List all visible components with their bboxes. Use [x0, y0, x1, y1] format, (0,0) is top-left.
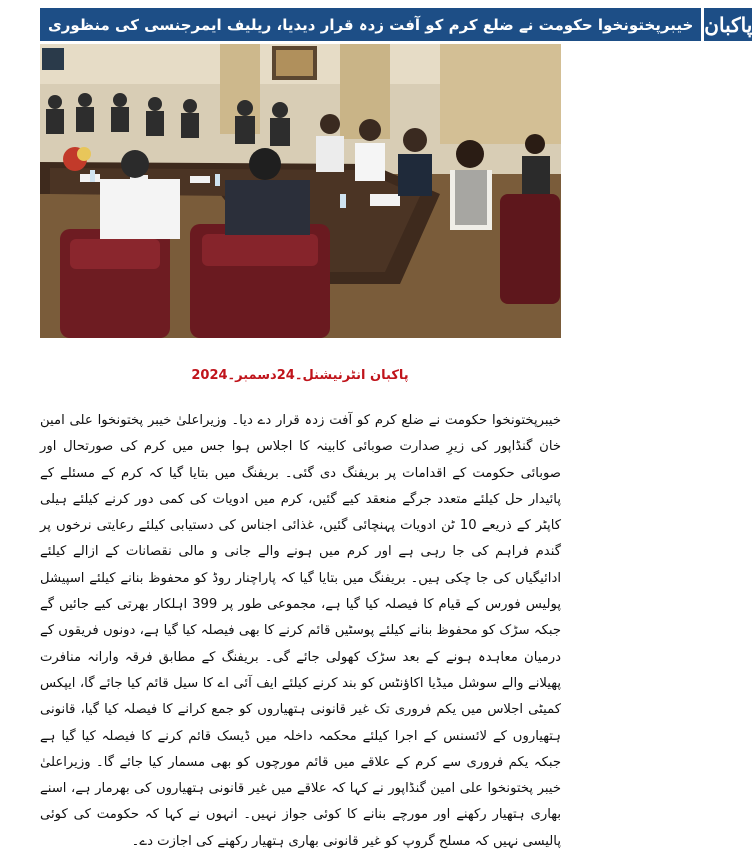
photo-icon [40, 44, 561, 338]
article-body [40, 408, 561, 855]
article-dateline: پاکبان انٹرنیشنل۔24دسمبر۔2024 [191, 368, 409, 383]
site-logo[interactable] [701, 8, 752, 41]
article-paragraph: خیبرپختونخوا حکومت نے ضلع کرم کو آفت زدہ قرار دے دیا۔ وزیراعلیٰ خیبر پختونخوا علی امین خان گنڈاپور کی زیرِ صدارت صوبائی کابینہ کا اجلاس ہوا جس میں کرم کی صورتحال اور صوبائی حکومت کے اقدامات پر بریفنگ دی گئی۔ بریفنگ میں بتایا گیا کہ کرم کے مسئلے کے پائیدار حل کیلئے متعدد جرگے منعقد کیے گئیں، کرم میں ادویات کی کمی دور کرنے کیلئے ہیلی کاپٹر کے ذریعے 10 ٹن ادویات پہنچائی گئیں، غذائی اجناس کی دستیابی کیلئے رعایتی نرخوں پر گندم فراہم کی جا رہی ہے اور کرم میں ہونے والے جانی و مالی نقصانات کے ازالے کیلئے ادائیگیاں کی جا چکی ہیں۔ بریفنگ میں بتایا گیا کہ پاراچنار روڈ کو محفوظ بنانے کیلئے اسپیشل پولیس فورس کے قیام کا فیصلہ کیا گیا ہے، مجموعی طور پر 399 اہلکار بھرتی کیے جائیں گے جبکہ سڑک کو محفوظ بنانے کیلئے پوسٹیں قائم کرنے کا بھی فیصلہ کیا گیا ہے، دونوں فریقوں کے درمیان معاہدہ ہونے کے بعد سڑک کھولی جائے گی۔ بریفنگ کے مطابق فرقہ وارانہ منافرت پھیلانے والے سوشل میڈیا اکاؤنٹس کو بند کرنے کیلئے ایف آئی اے کا سیل قائم کیا جائے گا، ایپکس کمیٹی اجلاس میں یکم فروری تک غیر قانونی ہتھیاروں کو جمع کرانے کا فیصلہ کیا گیا، قانونی ہتھیاروں کے لائسنس کے اجرا کیلئے محکمہ داخلہ میں ڈیسک قائم کرنے کا فیصلہ کیا گیا ہے جبکہ یکم فروری سے کرم کے علاقے میں قائم مورچوں کو بھی مسمار کیا جائے گا۔ وزیراعلیٰ خیبر پختونخوا علی امین گنڈاپور نے کہا کہ علاقے میں غیر قانونی ہتھیاروں کی بھرمار ہے، اسنے بھاری ہتھیار رکھنے اور مورچے بنانے کا کوئی جواز نہیں۔ انہوں نے کہا کہ حکومت کی کوئی پالیسی نہیں کہ مسلح گروپ کو غیر قانونی بھاری ہتھیار رکھنے کی اجازت دے۔ [40, 413, 562, 849]
cabinet-meeting-photo [40, 44, 561, 338]
article-header [40, 8, 752, 41]
headline-text: خیبرپختونخوا حکومت نے ضلع کرم کو آفت زدہ قرار دیدیا، ریلیف ایمرجنسی کی منظوری [48, 15, 694, 34]
logo-text: پاکبان [704, 12, 752, 37]
headline-banner [40, 8, 701, 41]
